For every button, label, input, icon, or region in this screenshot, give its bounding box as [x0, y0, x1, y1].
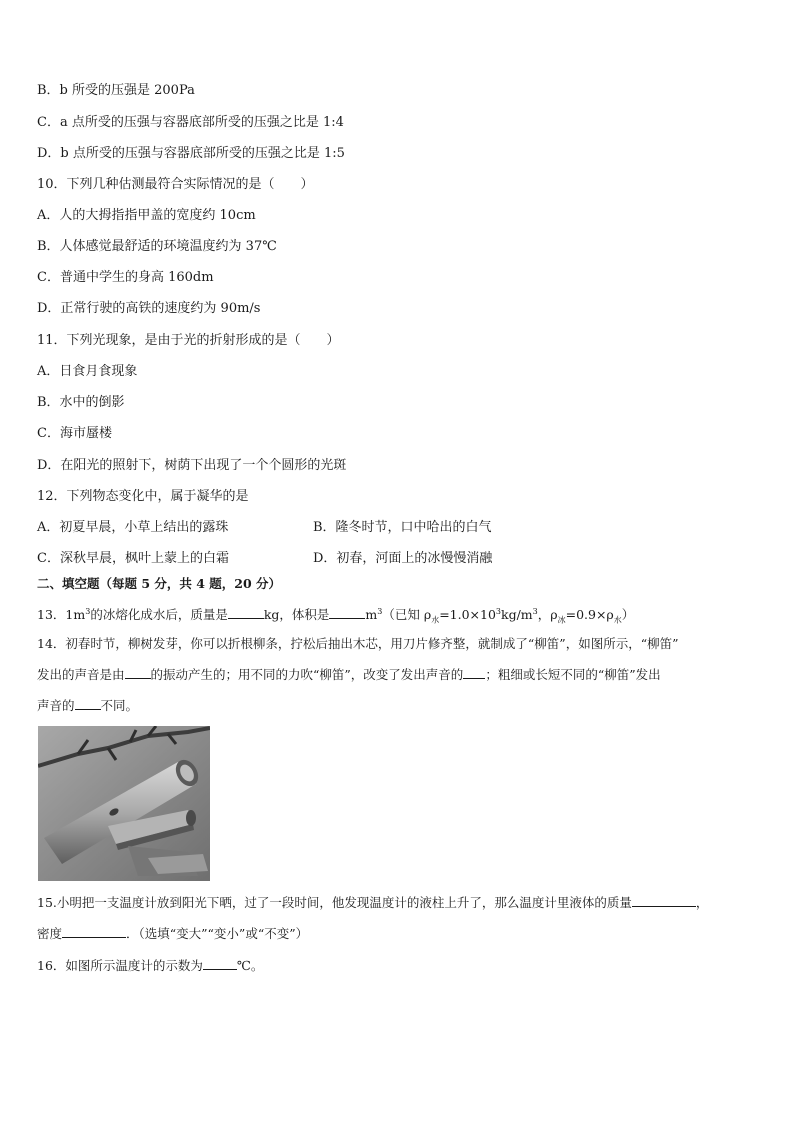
q14-blank-source[interactable]	[125, 666, 151, 679]
q10-option-c: C．普通中学生的身高 160dm	[37, 270, 214, 285]
q12-row-2	[37, 550, 757, 568]
q15-blank-mass[interactable]	[632, 894, 696, 907]
q15-part: ．（选填“变大”“变小”或“不变”）	[126, 926, 309, 941]
q14-blank-property[interactable]	[463, 666, 485, 679]
q13-sub: 水	[613, 615, 622, 625]
q10-option-b: B．人体感觉最舒适的环境温度约为 37℃	[37, 239, 277, 254]
q9-option-c: C．a 点所受的压强与容器底部所受的压强之比是 1:4	[37, 115, 344, 130]
q13-part: ，ρ	[537, 607, 558, 623]
q12-option-a: A．初夏早晨，小草上结出的露珠	[37, 520, 229, 535]
q13-part: m	[365, 607, 378, 623]
q14-line-1: 14．初春时节，柳树发芽，你可以折根柳条，拧松后抽出木芯，用刀片修齐整，就制成了“柳笛”，如图所示，“柳笛”	[37, 636, 679, 651]
q16-blank-reading[interactable]	[203, 957, 237, 970]
willow-flute-illustration	[38, 726, 210, 881]
q14-blank-pitch[interactable]	[75, 697, 101, 710]
q15-part: 密度	[37, 926, 63, 941]
q13-part: 的冰熔化成水后，质量是	[90, 607, 228, 623]
q13-part: =0.9×ρ	[565, 607, 614, 623]
q16-text	[37, 957, 263, 975]
q12-option-b: B．隆冬时节，口中哈出的白气	[313, 520, 492, 535]
q16-part: 16．如图所示温度计的示数为	[37, 958, 203, 973]
q11-stem: 11．下列光现象，是由于光的折射形成的是（ ）	[37, 333, 340, 348]
q10-option-d: D．正常行驶的高铁的速度约为 90m/s	[37, 301, 261, 316]
q13-sub: 水	[431, 615, 440, 625]
q13-part: （已知 ρ	[382, 607, 432, 623]
q13-part: kg/m	[501, 607, 533, 623]
q13-blank-volume[interactable]	[329, 606, 365, 619]
q14-part: 不同。	[100, 698, 139, 713]
q13-sup: 3	[495, 607, 502, 616]
q13-sup: 3	[85, 607, 91, 616]
q13-part: kg，体积是	[263, 607, 330, 623]
q15-blank-density[interactable]	[62, 925, 126, 938]
q11-option-d: D．在阳光的照射下，树荫下出现了一个个圆形的光斑	[37, 458, 347, 473]
q14-part: 的振动产生的；用不同的力吹“柳笛”，改变了发出声音的	[150, 667, 464, 682]
q13-sub: 冰	[557, 615, 566, 625]
q13-blank-mass[interactable]	[228, 606, 264, 619]
q10-stem: 10．下列几种估测最符合实际情况的是（ ）	[37, 177, 314, 192]
q13-part: =1.0×10	[439, 607, 496, 623]
willow-flute-photo	[38, 726, 210, 881]
q12-row-1	[37, 519, 757, 537]
q14-part: 声音的	[37, 698, 75, 713]
q14-part: ；粗细或长短不同的“柳笛”发出	[485, 667, 661, 682]
q11-option-b: B．水中的倒影	[37, 395, 125, 410]
q14-line-3	[37, 697, 138, 715]
q12-option-d: D．初春，河面上的冰慢慢消融	[313, 551, 493, 566]
q14-line-2	[37, 666, 661, 684]
q15-part: ，	[695, 895, 709, 910]
q9-option-b: B．b 所受的压强是 200Pa	[37, 83, 195, 98]
q16-part: ℃。	[236, 958, 264, 973]
q11-option-c: C．海市蜃楼	[37, 426, 112, 441]
q13-sup: 3	[377, 607, 383, 616]
q13-part: ）	[621, 607, 635, 623]
q11-option-a: A．日食月食现象	[37, 364, 138, 379]
q12-stem: 12．下列物态变化中，属于凝华的是	[37, 489, 249, 504]
q13-part: 13．1m	[37, 607, 86, 623]
q12-option-c: C．深秋早晨，枫叶上蒙上的白霜	[37, 551, 229, 566]
q9-option-d: D．b 点所受的压强与容器底部所受的压强之比是 1:5	[37, 146, 345, 161]
q15-line-2	[37, 925, 308, 943]
q10-option-a: A．人的大拇指指甲盖的宽度约 10cm	[37, 208, 256, 223]
q13-sup: 3	[532, 607, 538, 616]
q13-text	[37, 603, 634, 630]
q15-line-1	[37, 894, 708, 912]
q14-part: 发出的声音是由	[37, 667, 125, 682]
q15-part: 15.小明把一支温度计放到阳光下晒，过了一段时间，他发现温度计的液柱上升了，那么温度计里液体的质量	[37, 895, 632, 910]
section-heading-fill-in: 二、填空题（每题 5 分，共 4 题，20 分）	[37, 576, 282, 591]
